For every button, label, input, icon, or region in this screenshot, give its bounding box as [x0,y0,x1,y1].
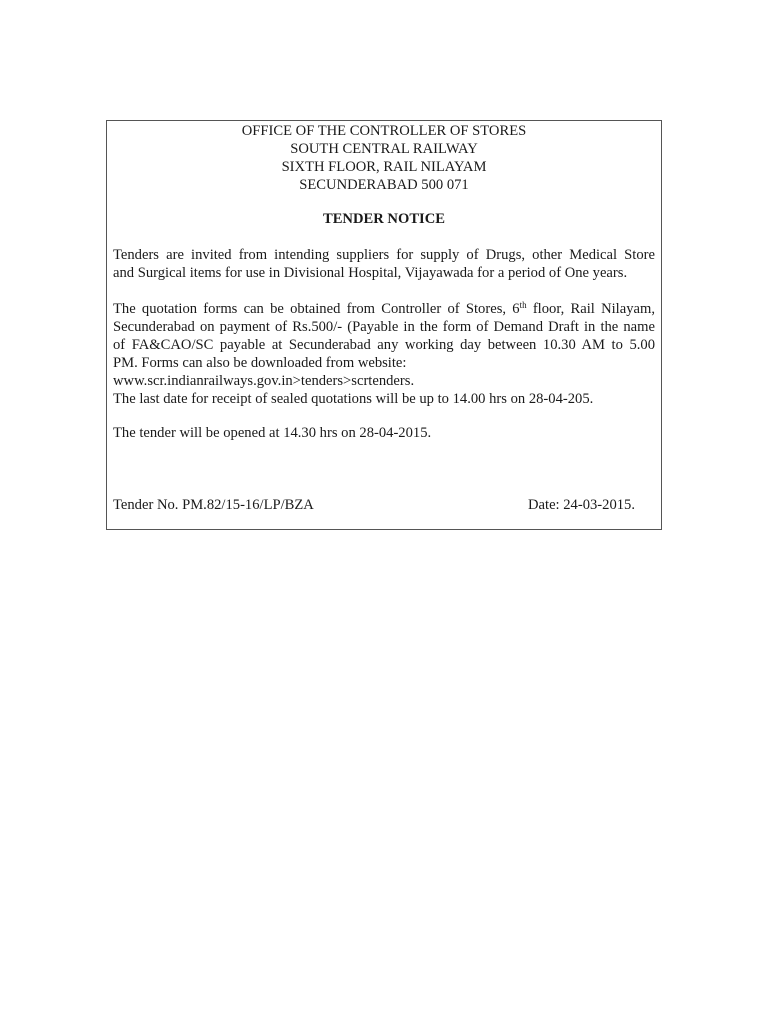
office-address-header [107,122,661,194]
line-text: The quotation forms can be obtained from Controller of Stores, 6 [113,301,520,317]
notice-title: TENDER NOTICE [322,211,446,227]
website-url: www.scr.indianrailways.gov.in>tenders>scrtenders. [113,373,415,389]
line-text: floor, Rail Nilayam, [526,301,655,317]
paragraph-line: PM. Forms can also be downloaded from website: [113,355,407,371]
paragraph-line: Secunderabad on payment of Rs.500/- (Payable in the form of Demand Draft in the name [113,319,655,335]
organization-name: SOUTH CENTRAL RAILWAY [290,141,478,157]
tender-number: Tender No. PM.82/15-16/LP/BZA [113,497,314,513]
last-date-line: The last date for receipt of sealed quotations will be up to 14.00 hrs on 28-04-205. [113,391,594,407]
invitation-paragraph [113,246,655,282]
address-city: SECUNDERABAD 500 071 [299,177,469,193]
ordinal-suffix: th [519,300,527,310]
tender-notice-box [106,120,662,530]
opening-date-paragraph: The tender will be opened at 14.30 hrs on 28-04-2015. [113,425,432,441]
quotation-forms-paragraph [113,300,655,408]
paragraph-line: Tenders are invited from intending suppliers for supply of Drugs, other Medical Store [113,247,655,263]
paragraph-line: of FA&CAO/SC payable at Secunderabad any working day between 10.30 AM to 5.00 [113,337,655,353]
paragraph-line [113,300,655,318]
office-name: OFFICE OF THE CONTROLLER OF STORES [241,123,527,139]
notice-date: Date: 24-03-2015. [528,497,635,513]
address-floor: SIXTH FLOOR, RAIL NILAYAM [281,159,487,175]
notice-footer [113,496,635,514]
paragraph-line: and Surgical items for use in Divisional Hospital, Vijayawada for a period of One years. [113,265,628,281]
